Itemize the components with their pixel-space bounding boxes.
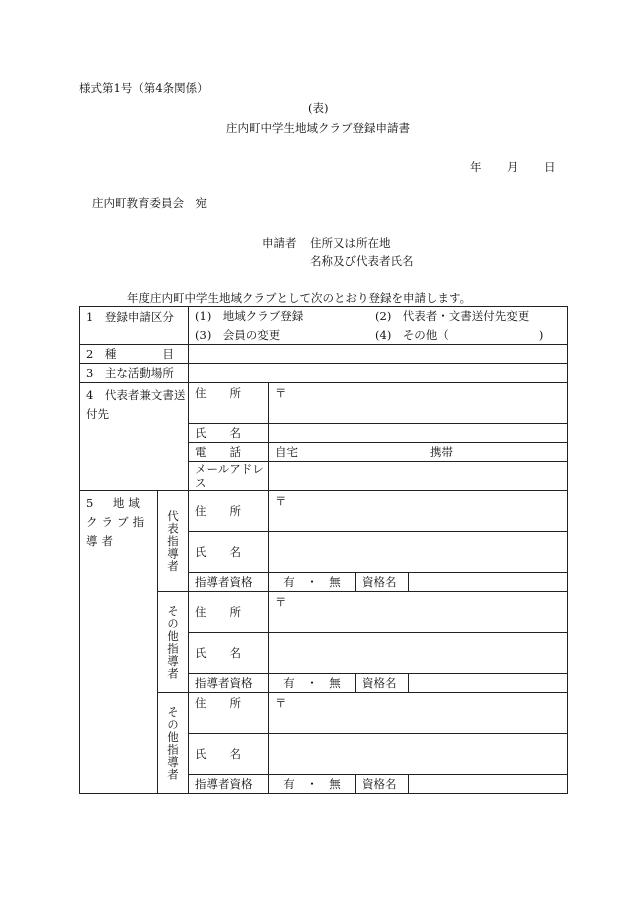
postal-mark: 〒 <box>275 595 287 609</box>
form-title: 庄内町中学生地域クラブ登録申請書 <box>226 121 410 135</box>
applicant-label: 申請者 <box>262 236 297 250</box>
leader2-address-label: 住 所 <box>189 592 269 633</box>
rep-name-field[interactable] <box>269 424 568 443</box>
leader3-address-label: 住 所 <box>189 693 269 734</box>
leader3-address-field[interactable] <box>269 693 568 734</box>
other-leader-2-label: その他指導者 <box>158 693 189 794</box>
applicant-address: 住所又は所在地 <box>310 236 391 250</box>
leader2-qual-name-label: 資格名 <box>356 674 409 693</box>
leader1-yes-no[interactable]: 有 ・ 無 <box>269 573 356 592</box>
rep-address-label: 住 所 <box>189 383 269 424</box>
leader1-qual-name-field[interactable] <box>409 573 568 592</box>
row1-label: 1 登録申請区分 <box>80 307 189 345</box>
leader3-name-label: 氏 名 <box>189 734 269 775</box>
date-day: 日 <box>544 160 556 174</box>
side-label: (表) <box>308 101 329 115</box>
addressee: 庄内町教育委員会 宛 <box>92 196 207 210</box>
rep-phone-label: 電 話 <box>189 443 269 462</box>
date-month: 月 <box>507 160 519 174</box>
row5-label: 5 地域クラブ指導者 <box>80 491 158 794</box>
leader2-qual-label: 指導者資格 <box>189 674 269 693</box>
leader2-qual-name-field[interactable] <box>409 674 568 693</box>
option-club-registration[interactable]: (1) 地域クラブ登録 <box>195 309 304 324</box>
registration-form-table <box>79 306 568 794</box>
rep-phone-field[interactable] <box>269 443 568 462</box>
row2-label: 2 種 目 <box>80 345 189 364</box>
option-other-close: ) <box>538 327 544 342</box>
rep-email-field[interactable] <box>269 462 568 491</box>
rep-email-label: メールアドレス <box>189 462 269 491</box>
leader3-qual-name-field[interactable] <box>409 775 568 794</box>
leader3-yes-no[interactable]: 有 ・ 無 <box>269 775 356 794</box>
leader1-name-label: 氏 名 <box>189 532 269 573</box>
rep-leader-label: 代表指導者 <box>158 491 189 592</box>
row1-options-top <box>189 307 568 326</box>
row4-label: 4 代表者兼文書送付先 <box>80 383 189 491</box>
intro-text: 年度庄内町中学生地域クラブとして次のとおり登録を申請します。 <box>127 291 472 305</box>
leader3-qual-name-label: 資格名 <box>356 775 409 794</box>
applicant-name: 名称及び代表者氏名 <box>310 254 414 268</box>
postal-mark: 〒 <box>275 494 287 508</box>
leader3-qual-label: 指導者資格 <box>189 775 269 794</box>
activity-place-field[interactable] <box>189 364 568 383</box>
leader1-qual-label: 指導者資格 <box>189 573 269 592</box>
leader2-address-field[interactable] <box>269 592 568 633</box>
option-member-change[interactable]: (3) 会員の変更 <box>195 327 281 342</box>
leader1-address-field[interactable] <box>269 491 568 532</box>
row3-label: 3 主な活動場所 <box>80 364 189 383</box>
leader1-address-label: 住 所 <box>189 491 269 532</box>
leader2-yes-no[interactable]: 有 ・ 無 <box>269 674 356 693</box>
form-number: 様式第1号（第4条関係） <box>79 81 209 95</box>
leader2-name-field[interactable] <box>269 633 568 674</box>
postal-mark: 〒 <box>275 696 287 710</box>
row1-options-bottom <box>189 326 568 345</box>
leader1-qual-name-label: 資格名 <box>356 573 409 592</box>
option-rep-change[interactable]: (2) 代表者・文書送付先変更 <box>375 309 530 324</box>
rep-name-label: 氏 名 <box>189 424 269 443</box>
home-phone-label: 自宅 <box>275 445 299 459</box>
leader1-name-field[interactable] <box>269 532 568 573</box>
leader2-name-label: 氏 名 <box>189 633 269 674</box>
other-leader-1-label: その他指導者 <box>158 592 189 693</box>
sport-field[interactable] <box>189 345 568 364</box>
mobile-phone-label: 携帯 <box>430 445 454 459</box>
leader3-name-field[interactable] <box>269 734 568 775</box>
option-other[interactable]: (4) その他（ <box>375 327 449 342</box>
date-year: 年 <box>470 160 482 174</box>
rep-address-field[interactable] <box>269 383 568 424</box>
postal-mark: 〒 <box>275 386 287 400</box>
